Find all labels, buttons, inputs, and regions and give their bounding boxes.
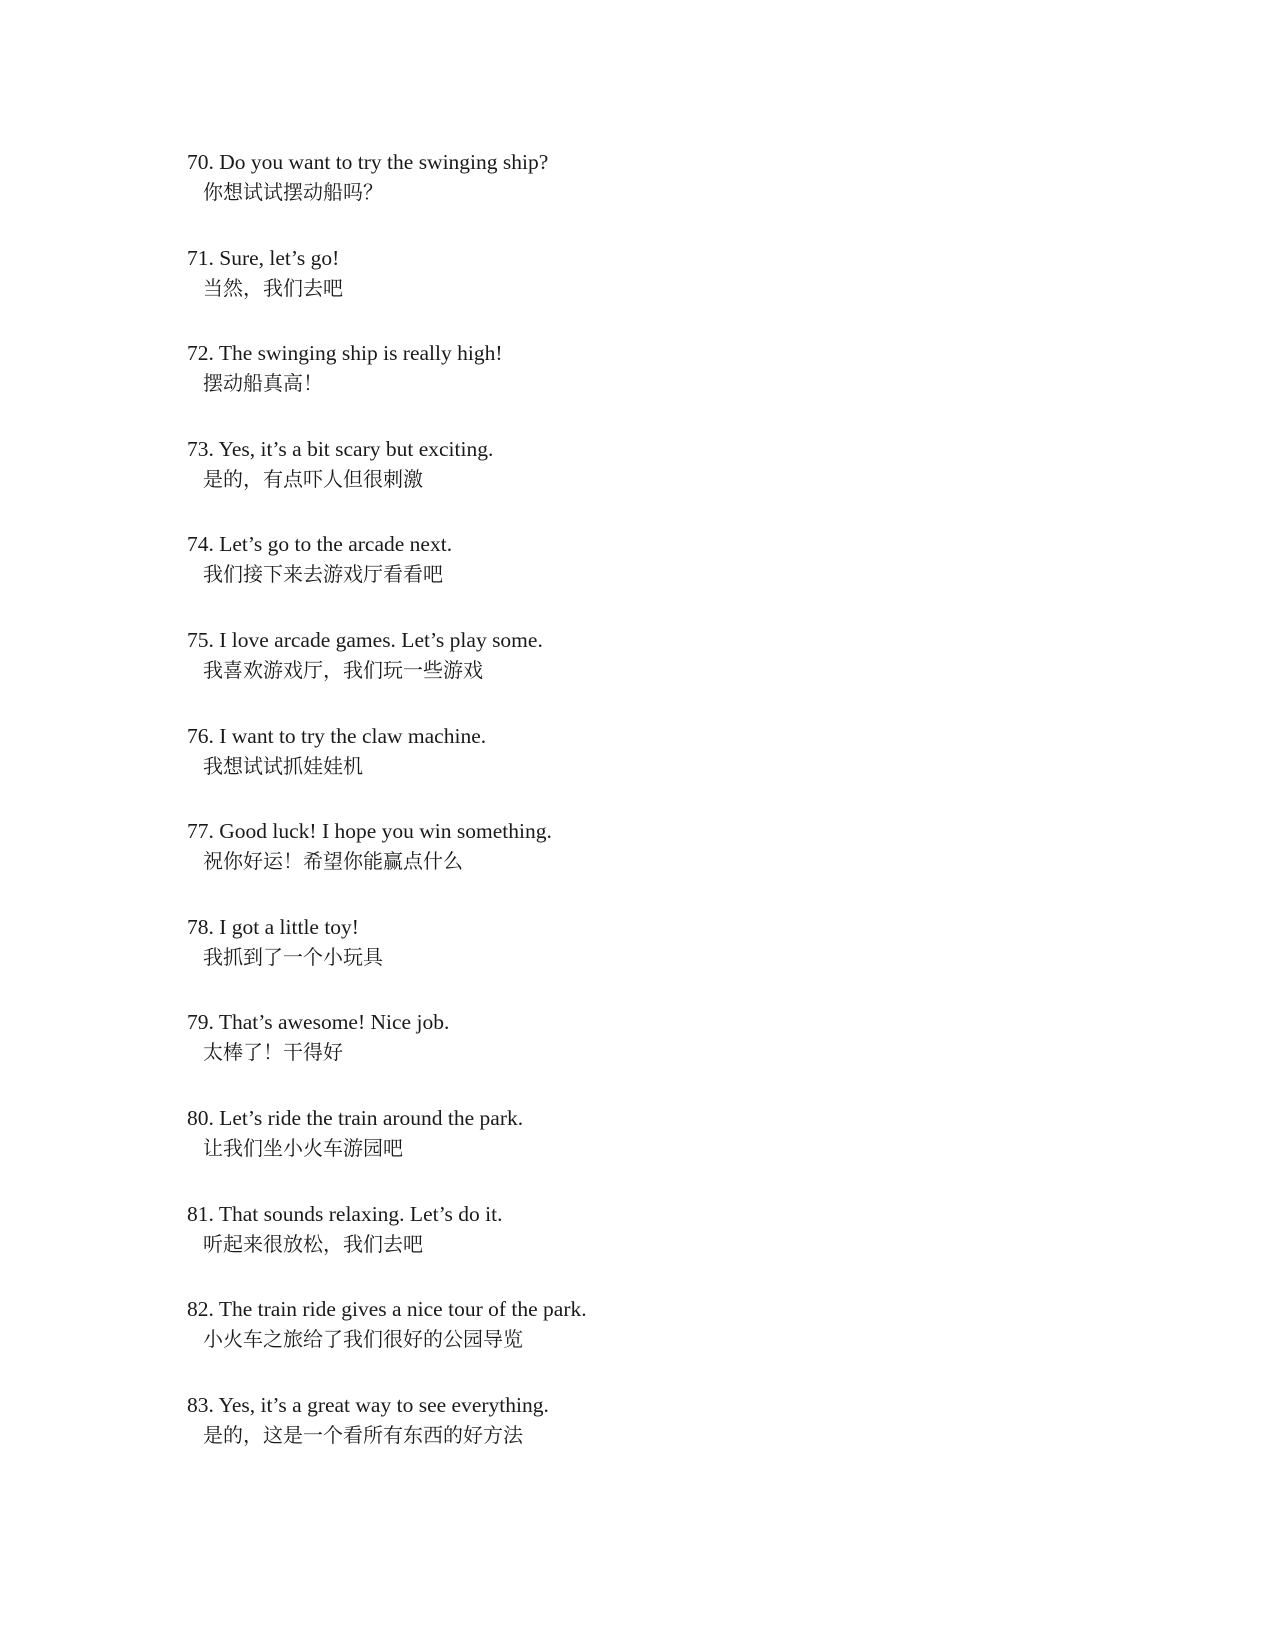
english-sentence: 77. Good luck! I hope you win something. xyxy=(187,819,552,844)
dialogue-list xyxy=(187,147,1087,1485)
dialogue-entry xyxy=(187,1103,1087,1199)
english-sentence: 73. Yes, it’s a bit scary but exciting. xyxy=(187,436,494,461)
chinese-translation: 小火车之旅给了我们很好的公园导览 xyxy=(203,1327,523,1352)
english-sentence: 83. Yes, it’s a great way to see everything. xyxy=(187,1392,549,1417)
dialogue-entry xyxy=(187,816,1087,912)
chinese-translation: 祝你好运！希望你能赢点什么 xyxy=(203,849,463,874)
english-sentence: 79. That’s awesome! Nice job. xyxy=(187,1010,450,1035)
dialogue-entry xyxy=(187,1390,1087,1486)
dialogue-entry xyxy=(187,1007,1087,1103)
dialogue-entry xyxy=(187,338,1087,434)
chinese-translation: 听起来很放松，我们去吧 xyxy=(203,1231,423,1256)
chinese-translation: 我抓到了一个小玩具 xyxy=(203,944,383,969)
dialogue-entry xyxy=(187,721,1087,817)
dialogue-entry xyxy=(187,1199,1087,1295)
chinese-translation: 你想试试摆动船吗？ xyxy=(203,180,383,204)
dialogue-entry xyxy=(187,147,1087,243)
chinese-translation: 当然，我们去吧 xyxy=(203,275,343,300)
chinese-translation: 是的，这是一个看所有东西的好方法 xyxy=(203,1422,523,1447)
dialogue-entry xyxy=(187,912,1087,1008)
chinese-translation: 摆动船真高！ xyxy=(203,371,323,396)
english-sentence: 78. I got a little toy! xyxy=(187,914,359,939)
chinese-translation: 太棒了！干得好 xyxy=(203,1040,343,1065)
english-sentence: 70. Do you want to try the swinging ship? xyxy=(187,150,549,174)
english-sentence: 72. The swinging ship is really high! xyxy=(187,341,503,366)
english-sentence: 81. That sounds relaxing. Let’s do it. xyxy=(187,1201,503,1226)
english-sentence: 82. The train ride gives a nice tour of the park. xyxy=(187,1297,587,1322)
dialogue-entry xyxy=(187,529,1087,625)
english-sentence: 71. Sure, let’s go! xyxy=(187,245,340,270)
english-sentence: 74. Let’s go to the arcade next. xyxy=(187,532,453,557)
chinese-translation: 我喜欢游戏厅，我们玩一些游戏 xyxy=(203,657,483,682)
chinese-translation: 我想试试抓娃娃机 xyxy=(203,753,363,778)
chinese-translation: 是的，有点吓人但很刺激 xyxy=(203,466,423,491)
chinese-translation: 我们接下来去游戏厅看看吧 xyxy=(203,562,443,587)
chinese-translation: 让我们坐小火车游园吧 xyxy=(203,1135,403,1160)
dialogue-entry xyxy=(187,243,1087,339)
dialogue-entry xyxy=(187,434,1087,530)
english-sentence: 75. I love arcade games. Let’s play some. xyxy=(187,627,543,652)
dialogue-entry xyxy=(187,1294,1087,1390)
dialogue-entry xyxy=(187,625,1087,721)
english-sentence: 76. I want to try the claw machine. xyxy=(187,723,487,748)
english-sentence: 80. Let’s ride the train around the park. xyxy=(187,1105,524,1130)
